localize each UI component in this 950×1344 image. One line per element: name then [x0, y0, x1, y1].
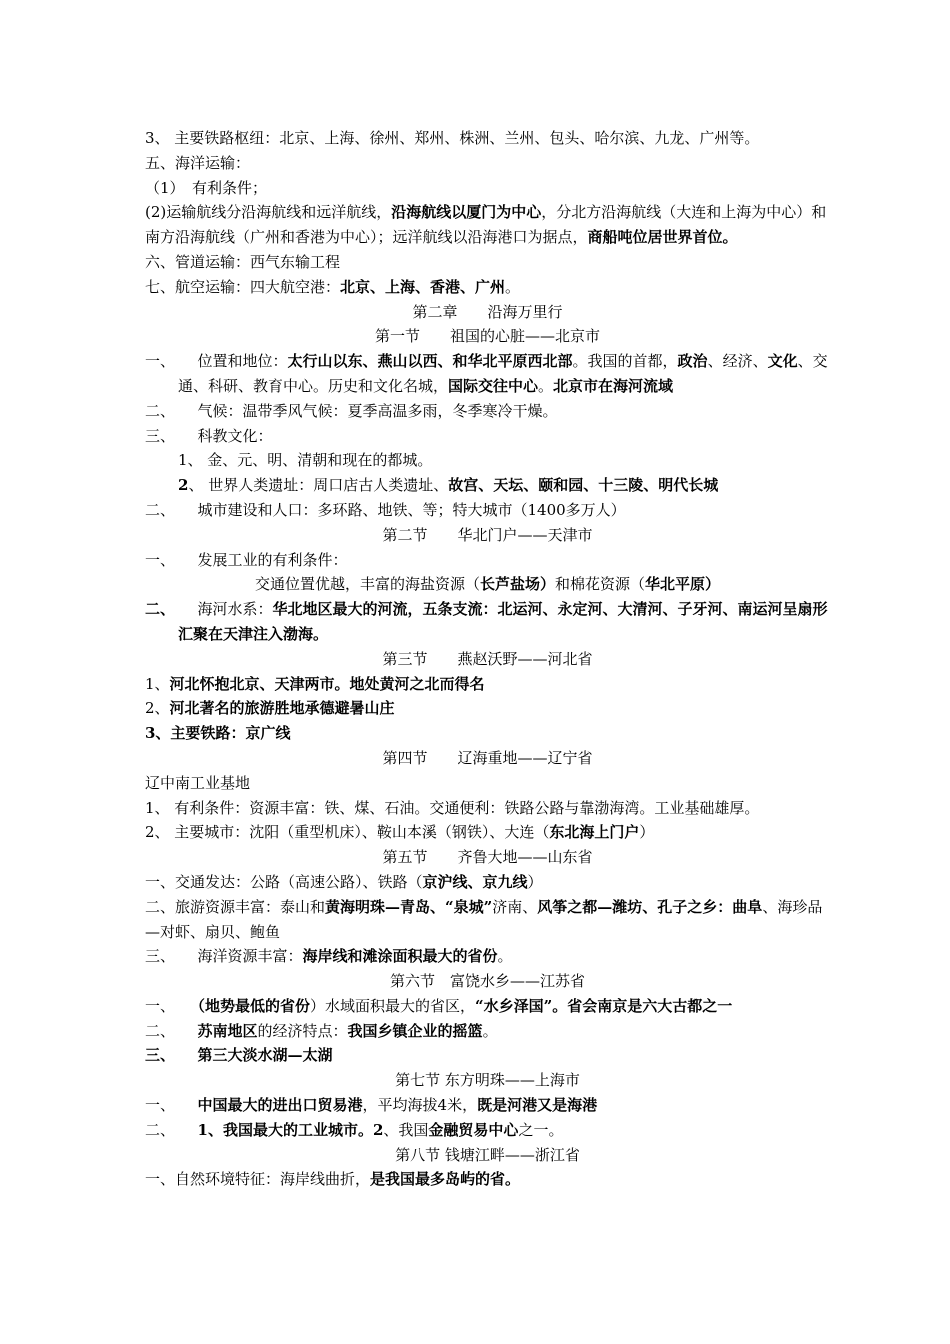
text-line: （1） 有利条件；: [145, 178, 268, 197]
section-heading: 第八节 钱塘江畔——浙江省: [395, 1145, 580, 1164]
text-line: 一、自然环境特征：海岸线曲折，是我国最多岛屿的省。: [145, 1170, 521, 1189]
section-heading: 第四节 辽海重地——辽宁省: [382, 748, 593, 767]
text-line: 二、 苏南地区的经济特点：我国乡镇企业的摇篮。: [145, 1021, 498, 1040]
paragraph: (2)运输航线分沿海航线和远洋航线，沿海航线以厦门为中心，分北方沿海航线（大连和上海为中心）和南方沿海航线（广州和香港为中心）；远洋航线以沿海港口为据点，商船吨位居世界首位。: [145, 203, 827, 247]
text-line: 一、 （地势最低的省份）水域面积最大的省区，“水乡泽国”。省会南京是六大古都之一: [145, 996, 733, 1015]
text-line: 三、 科教文化：: [145, 426, 273, 445]
text-line: 二、 气候：温带季风气候：夏季高温多雨，冬季寒冷干燥。: [145, 401, 558, 420]
section-heading: 第一节 祖国的心脏——北京市: [374, 327, 600, 346]
section-heading: 第六节 富饶水乡——江苏省: [389, 972, 585, 991]
text-line: 二、 1、我国最大的工业城市。2、我国金融贸易中心之一。: [145, 1120, 564, 1139]
text-line: 三、 第三大淡水湖—太湖: [145, 1046, 333, 1065]
paragraph: 二、 海河水系：华北地区最大的河流，五条支流：北运河、永定河、大清河、子牙河、南运河呈扇形汇聚在天津注入渤海。: [145, 600, 828, 643]
text-line: 3、 主要铁路枢纽：北京、上海、徐州、郑州、株洲、兰州、包头、哈尔滨、九龙、广州等。: [145, 129, 760, 147]
text-line: 一、 中国最大的进出口贸易港，平均海拔4米，既是河港又是海港: [145, 1096, 598, 1115]
text-line: 辽中南工业基地: [145, 773, 251, 792]
section-heading: 第七节 东方明珠——上海市: [395, 1071, 580, 1090]
text-line: 七、航空运输：四大航空港：北京、上海、香港、广州。: [145, 277, 521, 296]
text-line: 二、 城市建设和人口：多环路、地铁、等；特大城市（1400多万人）: [145, 500, 626, 519]
text-line: 2、河北著名的旅游胜地承德避暑山庄: [145, 699, 395, 718]
section-heading: 第五节 齐鲁大地——山东省: [382, 848, 593, 867]
text-line: 一、交通发达：公路（高速公路）、铁路（京沪线、京九线）: [145, 872, 543, 891]
text-line: 1、河北怀抱北京、天津两市。地处黄河之北而得名: [145, 674, 485, 693]
section-heading: 第二节 华北门户——天津市: [382, 525, 593, 544]
text-line: 五、海洋运输：: [145, 153, 251, 172]
text-line: 3、主要铁路：京广线: [145, 724, 291, 743]
section-heading: 第三节 燕赵沃野——河北省: [382, 649, 593, 668]
text-line: 2、 主要城市：沈阳（重型机床）、鞍山本溪（钢铁）、大连（东北海上门户）: [145, 823, 655, 842]
text-line: 交通位置优越，丰富的海盐资源（长芦盐场）和棉花资源（华北平原）: [254, 575, 721, 594]
text-line: 1、 金、元、明、清朝和现在的都城。: [178, 451, 433, 470]
text-line: 三、 海洋资源丰富：海岸线和滩涂面积最大的省份。: [145, 947, 513, 966]
paragraph: 一、 位置和地位：太行山以东、燕山以西、和华北平原西北部。我国的首都，政治、经济、文化、交通、科研、教育中心。历史和文化名城，国际交往中心。北京市在海河流域: [145, 352, 828, 395]
text-line: 1、 有利条件：资源丰富：铁、煤、石油。交通便利：铁路公路与靠渤海湾。工业基础雄厚。: [145, 798, 760, 817]
chapter-heading: 第二章 沿海万里行: [412, 302, 563, 321]
text-line: 六、管道运输：西气东输工程: [145, 252, 341, 271]
paragraph: 二、旅游资源丰富：泰山和黄海明珠—青岛、“泉城”济南、风筝之都—潍坊、孔子之乡：曲阜、海珍品—对虾、扇贝、鲍鱼: [145, 897, 823, 941]
text-line: 一、 发展工业的有利条件：: [145, 550, 348, 569]
text-line: 2、 世界人类遗址：周口店古人类遗址、故宫、天坛、颐和园、十三陵、明代长城: [178, 476, 719, 495]
